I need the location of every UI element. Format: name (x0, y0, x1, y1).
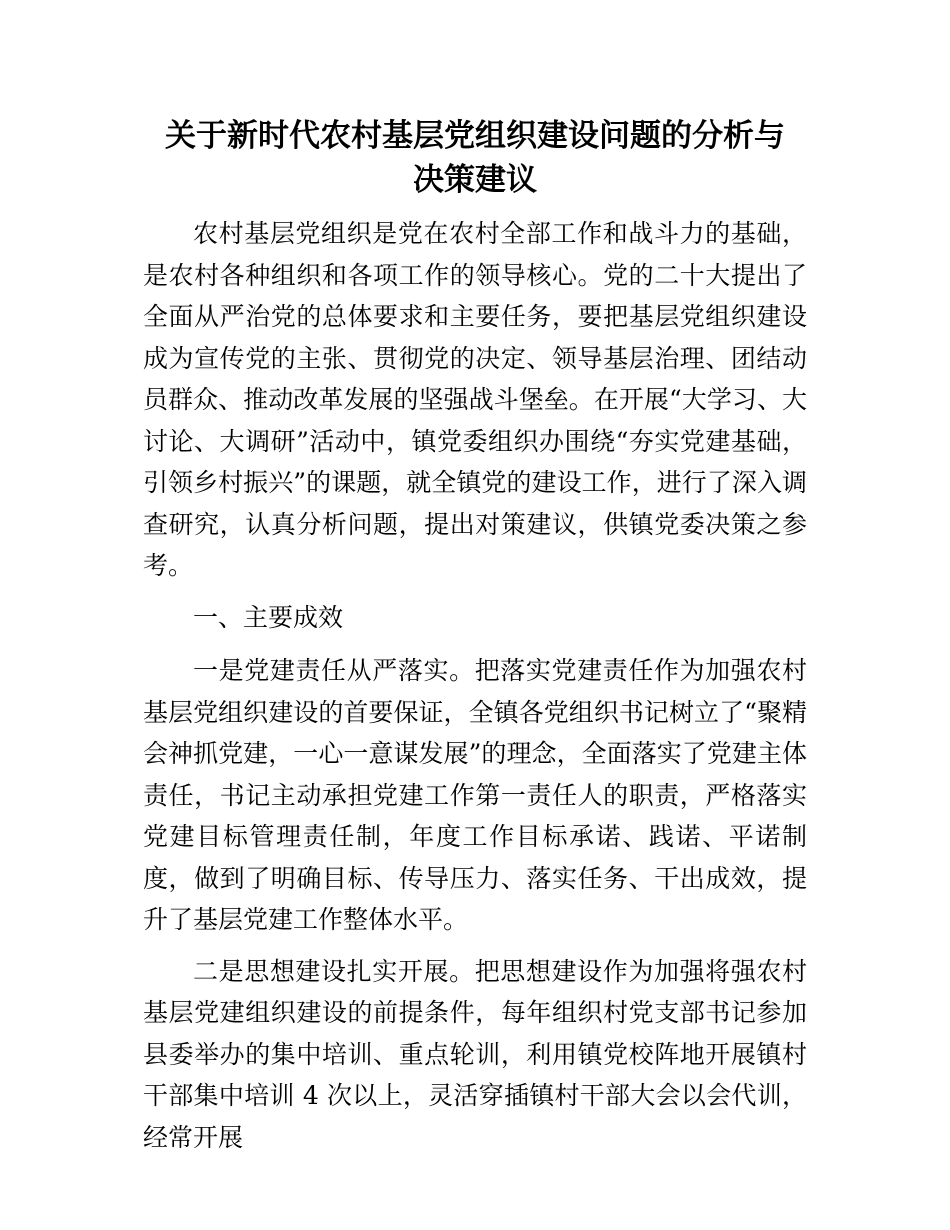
document-title-line1: 关于新时代农村基层党组织建设问题的分析与 (165, 118, 785, 154)
point-2-paragraph: 二是思想建设扎实开展。把思想建设作为加强将强农村基层党建组织建设的前提条件，每年组织村党支部书记参加县委举办的集中培训、重点轮训，利用镇党校阵地开展镇村干部集中培训 4 次以上，灵活穿插镇村干部大会以会代训，经常开展 (143, 956, 807, 1152)
document-title-line2: 决策建议 (413, 162, 537, 198)
section-heading: 一、主要成效 (193, 602, 344, 632)
intro-paragraph: 农村基层党组织是党在农村全部工作和战斗力的基础，是农村各种组织和各项工作的领导核心。党的二十大提出了全面从严治党的总体要求和主要任务，要把基层党组织建设成为宣传党的主张、贯彻党的决定、领导基层治理、团结动员群众、推动改革发展的坚强战斗堡垒。在开展“大学习、大讨论、大调研”活动中，镇党委组织办围绕“夯实党建基础，引领乡村振兴”的课题，就全镇党的建设工作，进行了深入调查研究，认真分析问题，提出对策建议，供镇党委决策之参考。 (143, 219, 807, 580)
document-body (143, 213, 807, 1168)
point-1-paragraph: 一是党建责任从严落实。把落实党建责任作为加强农村基层党组织建设的首要保证，全镇各党组织书记树立了“聚精会神抓党建，一心一意谋发展”的理念，全面落实了党建主体责任，书记主动承担党建工作第一责任人的职责，严格落实党建目标管理责任制，年度工作目标承诺、践诺、平诺制度，做到了明确目标、传导压力、落实任务、干出成效，提升了基层党建工作整体水平。 (143, 656, 807, 934)
